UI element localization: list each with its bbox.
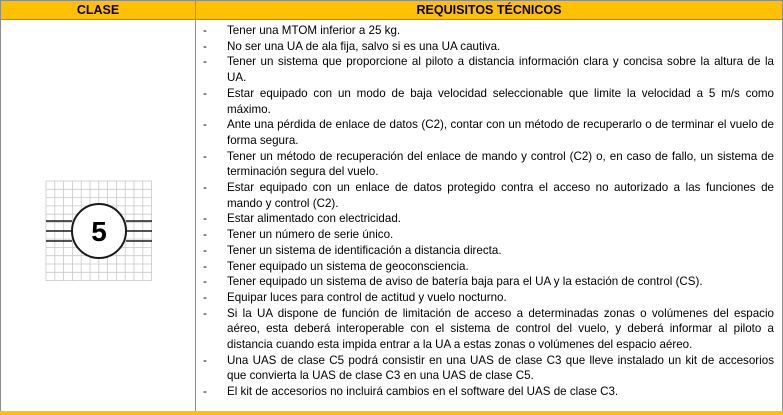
requirement-item: - Tener equipado un sistema de aviso de batería baja para el UA y la estación de control (CS). [196, 274, 774, 290]
requirement-item: - No ser una UA de ala fija, salvo si es una UA cautiva. [196, 39, 774, 55]
requirement-item: - El kit de accesorios no incluirá cambios en el software del UAS de clase C3. [196, 384, 774, 400]
requirement-item: - Tener una MTOM inferior a 25 kg. [196, 23, 774, 39]
requirement-item: - Estar alimentado con electricidad. [196, 211, 774, 227]
requirement-item: - Tener un sistema que proporcione al piloto a distancia información clara y concisa sobre la altura de la UA. [196, 54, 774, 85]
requirement-item: - Estar equipado con un modo de baja velocidad seleccionable que limite la velocidad a 5 m/s como máximo. [196, 86, 774, 117]
requirement-item: - Tener un sistema de identificación a distancia directa. [196, 243, 774, 259]
requirement-item: - Una UAS de clase C5 podrá consistir en una UAS de clase C3 que lleve instalado un kit de accesorios que convierta la UAS de clase C3 en una UAS de clase C5. [196, 353, 774, 384]
requirements-list [196, 20, 782, 400]
requirement-item: - Tener un número de serie único. [196, 227, 774, 243]
header-requisitos: REQUISITOS TÉCNICOS [416, 3, 562, 17]
next-row-header-strip [0, 411, 783, 415]
requirement-item: - Tener un método de recuperación del enlace de mando y control (C2) o, en caso de fallo, un sistema de terminación segura del vuelo. [196, 149, 774, 180]
requirement-item: - Si la UA dispone de función de limitación de acceso a determinadas zonas o volúmenes del espacio aéreo, esta deberá interoperable con el sistema de control del vuelo, y deberá informar al piloto a distancia cuando esta impida entrar a la UA a estas zonas o volúmenes del espacio aéreo. [196, 306, 774, 353]
requirement-item: - Estar equipado con un enlace de datos protegido contra el acceso no autorizado a las funciones de mando y control (C2). [196, 180, 774, 211]
requirement-item: - Tener equipado un sistema de geoconsciencia. [196, 259, 774, 275]
clase-cell [1, 20, 196, 412]
class-number: 5 [91, 216, 107, 247]
header-clase: CLASE [1, 1, 196, 19]
requirement-item: - Ante una pérdida de enlace de datos (C2), contar con un método de recuperarlo o de terminar el vuelo de forma segura. [196, 117, 774, 148]
class-5-label-icon [44, 179, 154, 283]
requirement-item: - Equipar luces para control de actitud y vuelo nocturno. [196, 290, 774, 306]
table-header [1, 1, 782, 20]
requisitos-cell [196, 20, 782, 412]
